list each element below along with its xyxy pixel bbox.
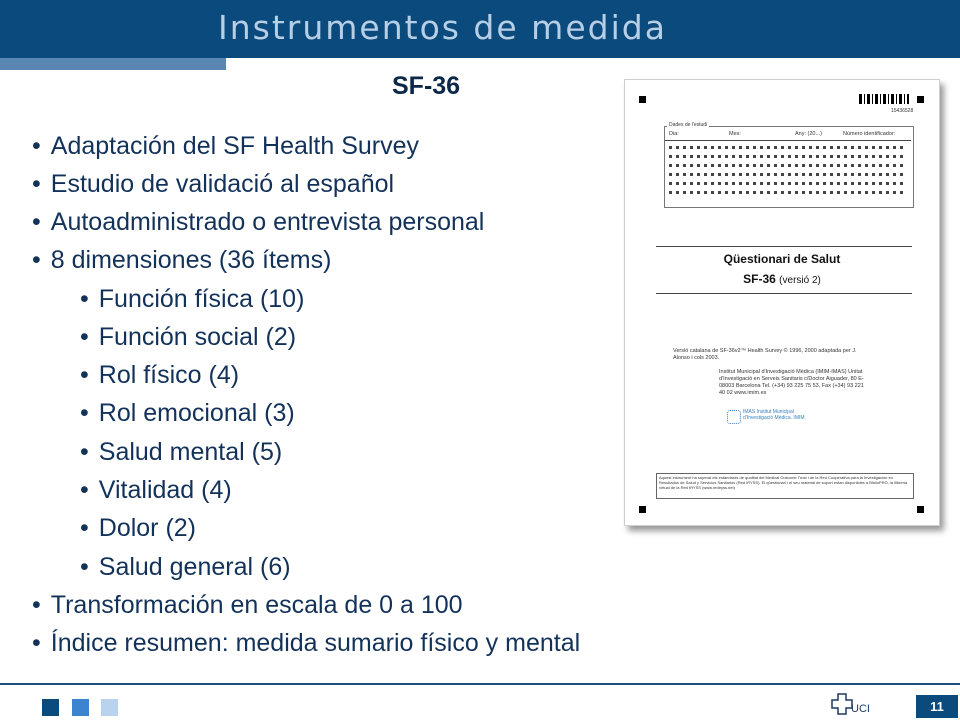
uci-logo-text: UCI <box>851 703 870 715</box>
field-month: Mes: <box>729 131 741 137</box>
institute-logo-icon <box>727 410 741 424</box>
bullet-item: • Autoadministrado o entrevista personal <box>32 208 485 236</box>
footer-note: Aquest instrument ha superat els estàndards de qualitat del Medical Outcome Trust i de la Red Cooperativa para la Investigación en Resultados de Salud y Servicios Sanitarios (Red IRYSS). El qüestionari i el seu material de suport estan disponibles a BiblioPRO, la llibreria virtual de la Red IRYSS (www.rediryss.net) <box>659 475 908 490</box>
study-data-frame <box>664 126 914 208</box>
sub-bullet-item: • Función social (2) <box>80 323 297 351</box>
sub-bullet-item: • Vitalidad (4) <box>80 476 232 504</box>
sub-bullet-item: • Salud general (6) <box>80 553 291 581</box>
questionnaire-thumbnail <box>624 79 940 526</box>
checkbox-row <box>669 146 905 149</box>
page-number: 11 <box>916 695 958 718</box>
checkbox-row <box>669 191 905 194</box>
footer-rule <box>0 683 960 685</box>
footer-square-light <box>101 699 118 716</box>
slide-title: Instrumentos de medida <box>218 8 667 47</box>
sub-bullet-item: • Rol emocional (3) <box>80 399 295 427</box>
checkbox-row <box>669 155 905 158</box>
bullet-item: • Estudio de validació al español <box>32 170 395 198</box>
document-code: 15436528 <box>891 108 914 114</box>
version-note: Versió catalana de SF-36v2™ Health Survey © 1996, 2000 adaptada per J. Alonso i cols 2003. <box>673 348 857 361</box>
study-data-label: Dades de l'estudi <box>669 122 708 128</box>
sub-bullet-item: • Función física (10) <box>80 285 305 313</box>
slide-subtitle: SF-36 <box>392 72 461 100</box>
checkbox-row <box>669 173 905 176</box>
bullet-item: • Transformación en escala de 0 a 100 <box>32 591 463 619</box>
sub-bullet-item: • Salud mental (5) <box>80 438 283 466</box>
sub-bullet-item: • Dolor (2) <box>80 514 197 542</box>
registration-mark <box>639 96 646 103</box>
header-accent-bar <box>0 58 226 70</box>
rule <box>656 246 912 247</box>
checkbox-row <box>669 182 905 185</box>
barcode <box>859 94 909 104</box>
field-id: Número identificador: <box>843 131 896 137</box>
registration-mark <box>639 506 646 513</box>
registration-mark <box>917 96 924 103</box>
rule <box>656 293 912 294</box>
bullet-item: • Adaptación del SF Health Survey <box>32 132 420 160</box>
bullet-item: • 8 dimensiones (36 ítems) <box>32 246 332 274</box>
registration-mark <box>917 506 924 513</box>
bullet-item: • Índice resumen: medida sumario físico y mental <box>32 629 581 657</box>
sub-bullet-item: • Rol físico (4) <box>80 361 240 389</box>
questionnaire-title: Qüestionari de Salut <box>723 252 841 266</box>
footer-square-dark <box>42 699 59 716</box>
rule <box>665 140 911 141</box>
questionnaire-subtitle: SF-36 (versió 2) <box>743 272 821 286</box>
institute-logo-text: IMAS Institut Municipal d'Investigació Mèdica. IMIM <box>743 409 805 421</box>
field-year: Any: (20...) <box>795 131 822 137</box>
footer-square-mid <box>72 699 89 716</box>
checkbox-row <box>669 164 905 167</box>
field-day: Dia: <box>669 131 679 137</box>
institute-address: Institut Municipal d'Investigació Mèdica (IMIM-IMAS) Unitat d'Investigació en Serveis Sanitaris c/Doctor Aiguader, 80 E-08003 Barcelona Tel. (+34) 93 225 75 53, Fax (+34) 93 221 40 02 www.imim.es <box>719 369 864 396</box>
